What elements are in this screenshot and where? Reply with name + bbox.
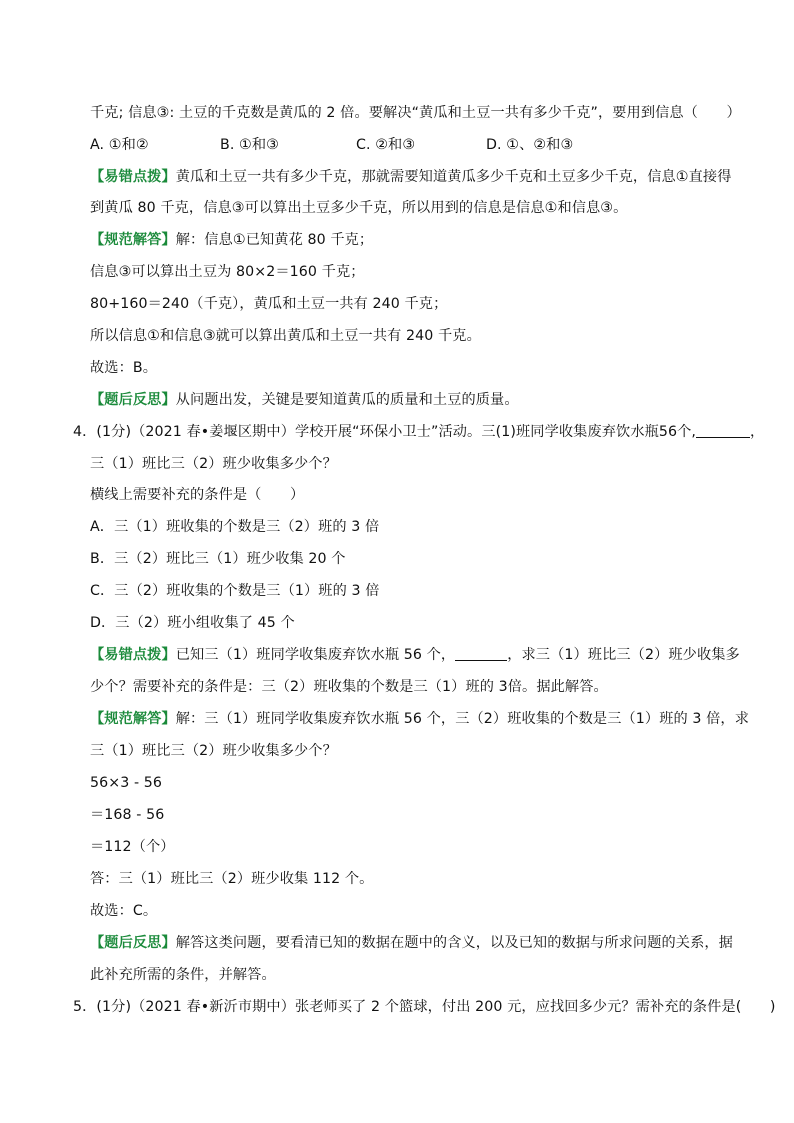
q3-tip-line2: 到黄瓜 80 千克，信息③可以算出土豆多少千克，所以用到的信息是信息①和信息③。 xyxy=(90,200,628,216)
q4-tip-text-a: 已知三（1）班同学收集废弃饮水瓶 56 个， xyxy=(175,647,456,663)
q3-option-c: C. ②和③ xyxy=(356,137,416,153)
q4-stem-blank xyxy=(696,422,750,438)
q4-stem-line1 xyxy=(73,422,764,442)
q4-answer: 故选：C。 xyxy=(90,903,158,919)
q3-tip-text1: 黄瓜和土豆一共有多少千克，那就需要知道黄瓜多少千克和土豆多少千克，信息①直接得 xyxy=(175,169,732,185)
q3-answer: 故选：B。 xyxy=(90,360,157,376)
q4-calc-step3: ＝112（个） xyxy=(90,839,175,855)
q3-stem-tail: 千克; 信息③: 土豆的千克数是黄瓜的 2 倍。要解决“黄瓜和土豆一共有多少千克”，要用到信息（ ） xyxy=(90,105,741,121)
q4-tip-line2: 少个？需要补充的条件是：三（2）班收集的个数是三（1）班的 3倍。据此解答。 xyxy=(90,679,608,695)
q4-stem-line3: 横线上需要补充的条件是（ ） xyxy=(90,487,305,503)
q3-solution-line4: 所以信息①和信息③就可以算出黄瓜和土豆一共有 240 千克。 xyxy=(90,328,481,344)
q4-solution-line2: 三（1）班比三（2）班少收集多少个？ xyxy=(90,743,337,759)
q4-reflect-text1: 解答这类问题，要看清已知的数据在题中的含义，以及已知的数据与所求问题的关系，据 xyxy=(175,935,733,951)
q4-sol-text1: 解：三（1）班同学收集废弃饮水瓶 56 个，三（2）班收集的个数是三（1）班的 3 倍，求 xyxy=(175,711,749,727)
q4-tip-tag: 【易错点拨】 xyxy=(90,647,176,663)
q4-calc-step2: ＝168 - 56 xyxy=(90,807,165,823)
q3-options xyxy=(90,135,573,155)
q3-reflect-tag: 【题后反思】 xyxy=(90,392,176,408)
q3-solution-line3: 80+160＝240（千克），黄瓜和土豆一共有 240 千克； xyxy=(90,296,448,312)
q3-sol-tag: 【规范解答】 xyxy=(90,232,176,248)
q4-tip-blank xyxy=(455,645,507,661)
q3-reflect-text: 从问题出发，关键是要知道黄瓜的质量和土豆的质量。 xyxy=(175,392,519,408)
q4-reflection-line1 xyxy=(90,933,733,953)
q3-solution-line2: 信息③可以算出土豆为 80×2＝160 千克； xyxy=(90,264,365,280)
q3-tip-tag: 【易错点拨】 xyxy=(90,169,176,185)
q4-reflect-tag: 【题后反思】 xyxy=(90,935,176,951)
q4-option-c: C．三（2）班收集的个数是三（1）班的 3 倍 xyxy=(90,583,380,599)
q3-option-a: A. ①和② xyxy=(90,137,149,153)
q4-option-d: D．三（2）班小组收集了 45 个 xyxy=(90,615,295,631)
q3-option-b: B. ①和③ xyxy=(220,137,279,153)
q4-option-b: B．三（2）班比三（1）班少收集 20 个 xyxy=(90,551,346,567)
q4-sol-tag: 【规范解答】 xyxy=(90,711,176,727)
q4-stem-line2: 三（1）班比三（2）班少收集多少个？ xyxy=(90,456,337,472)
q4-stem-text-b: ， xyxy=(750,424,765,440)
q3-sol-text1: 解：信息①已知黄花 80 千克； xyxy=(175,232,374,248)
q4-solution-line1 xyxy=(90,709,749,729)
q5-stem: 5．(1分)（2021 春•新沂市期中）张老师买了 2 个篮球，付出 200 元，应找回多少元？需补充的条件是( ) xyxy=(73,999,776,1015)
q3-tip-line1 xyxy=(90,167,731,187)
q4-option-a: A．三（1）班收集的个数是三（2）班的 3 倍 xyxy=(90,519,380,535)
q4-answer-line: 答：三（1）班比三（2）班少收集 112 个。 xyxy=(90,871,374,887)
q3-reflection xyxy=(90,390,519,410)
q4-stem-text-a: 4．(1分)（2021 春•姜堰区期中）学校开展“环保小卫士”活动。三(1)班同学收集废弃饮水瓶56个, xyxy=(73,424,697,440)
q3-solution-line1 xyxy=(90,230,373,250)
q4-tip-line1 xyxy=(90,645,740,665)
q3-option-d: D. ①、②和③ xyxy=(486,137,574,153)
q4-tip-text-b: ，求三（1）班比三（2）班少收集多 xyxy=(507,647,740,663)
q4-calc-step1: 56×3 - 56 xyxy=(90,775,163,791)
q4-reflection-line2: 此补充所需的条件，并解答。 xyxy=(90,967,276,983)
